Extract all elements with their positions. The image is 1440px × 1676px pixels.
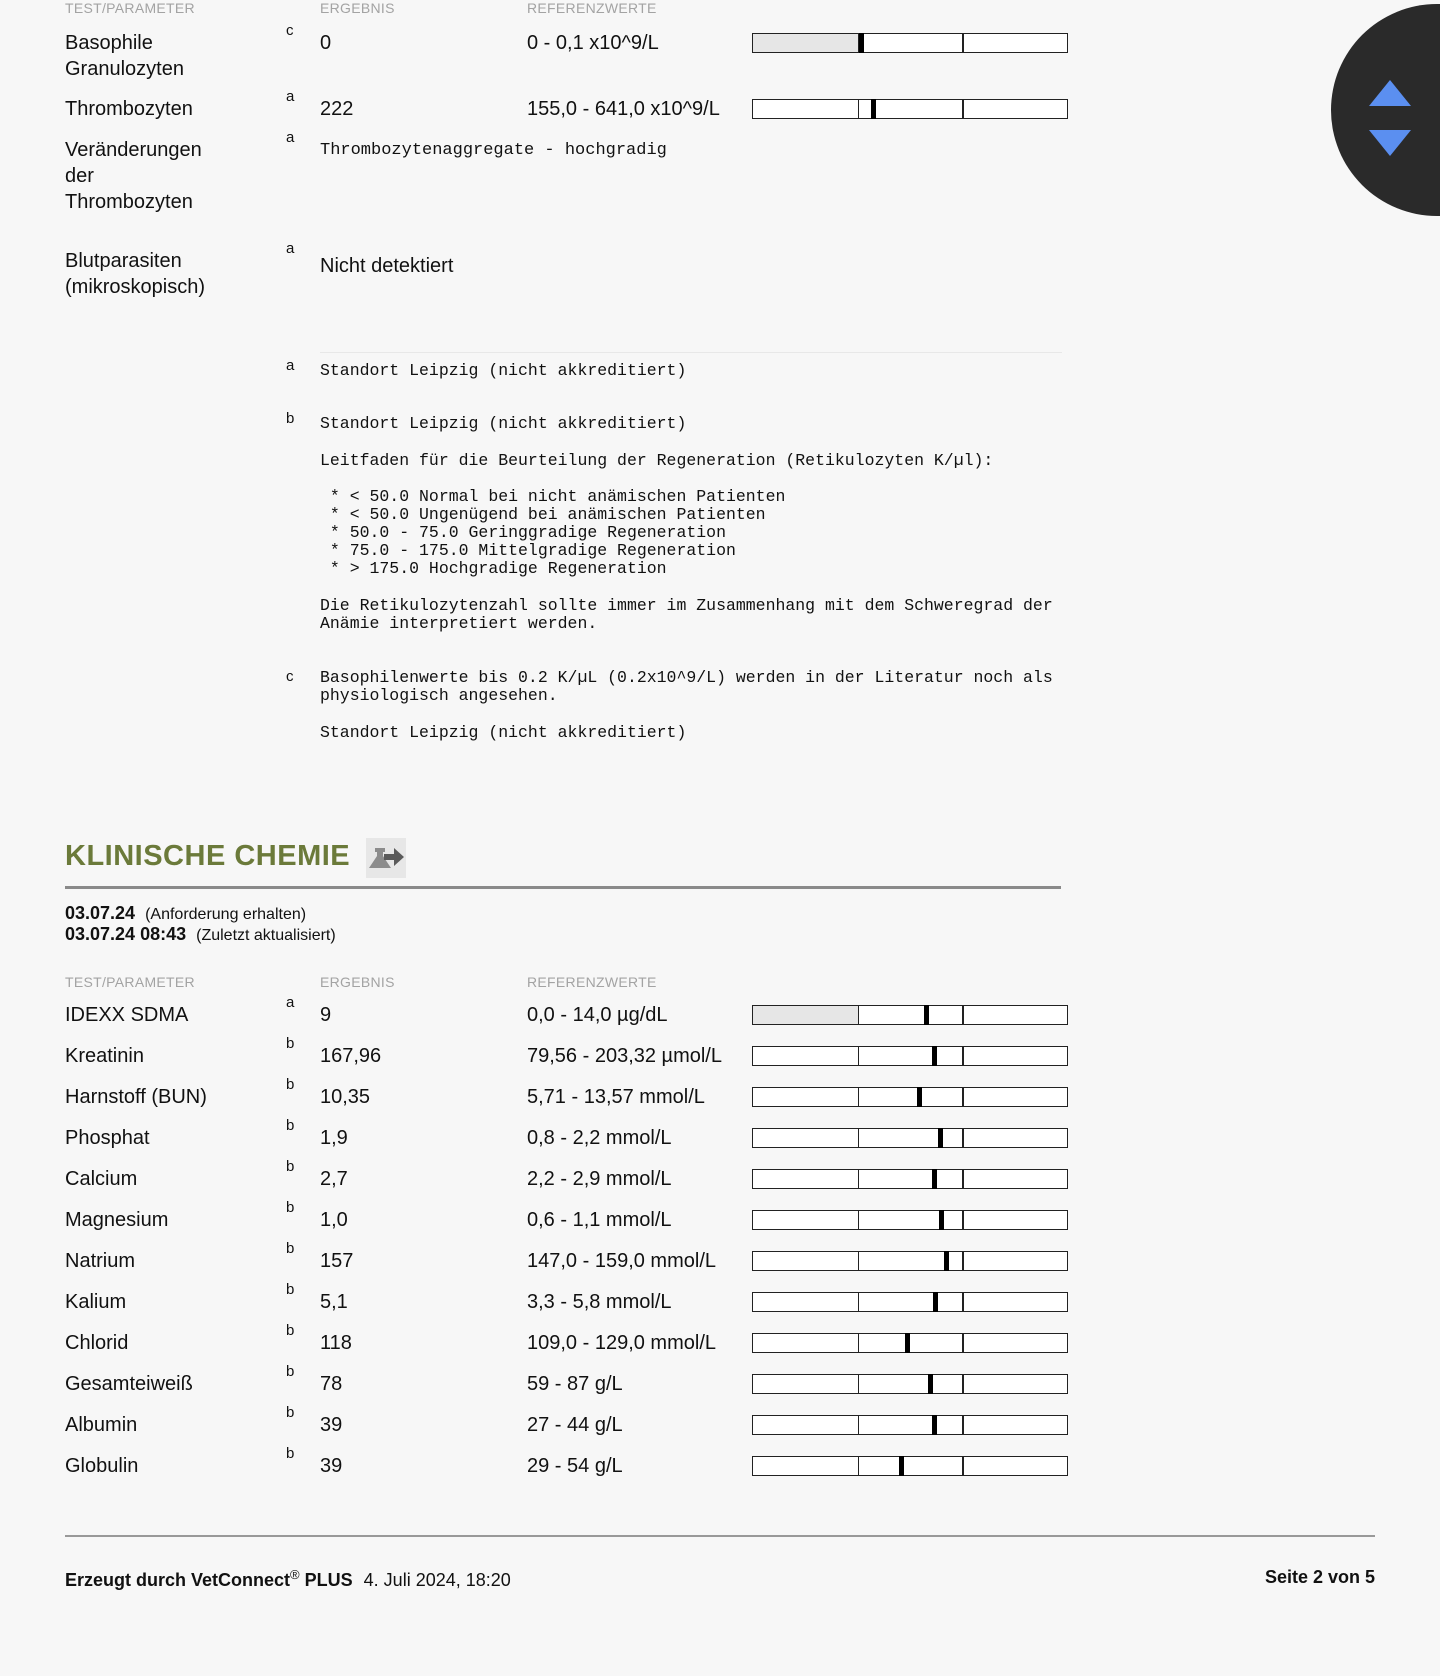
registered-mark: ® xyxy=(290,1567,300,1582)
footnote-marker: a xyxy=(286,240,295,257)
regeneration-interpretation: Die Retikulozytenzahl sollte immer im Zusammenhang mit dem Schweregrad der Anämie interpretiert werden. xyxy=(320,596,1053,633)
parameter-name: Kreatinin xyxy=(65,1045,144,1067)
footnote-marker: b xyxy=(286,1240,295,1257)
scroll-control xyxy=(1331,4,1440,216)
triangle-down-icon[interactable] xyxy=(1369,130,1411,156)
parameter-name: Globulin xyxy=(65,1455,139,1477)
range-bar xyxy=(752,1005,1068,1025)
reference-range: 2,2 - 2,9 mmol/L xyxy=(527,1168,672,1190)
footnote-marker: b xyxy=(286,1322,295,1339)
range-bar xyxy=(752,1333,1068,1353)
footnote-marker: a xyxy=(286,357,295,374)
footnote-marker: a xyxy=(286,88,295,105)
regeneration-guide-title: Leitfaden für die Beurteilung der Regeneration (Retikulozyten K/µl): xyxy=(320,451,994,470)
footnote-marker: c xyxy=(286,668,294,685)
page-number: Seite 2 von 5 xyxy=(1264,1567,1375,1587)
footnote-marker: b xyxy=(286,1199,295,1216)
reference-range: 155,0 - 641,0 x10^9/L xyxy=(527,98,720,120)
footnote-c-text: Basophilenwerte bis 0.2 K/µL (0.2x10^9/L) werden in der Literatur noch als physiologisch angesehen. xyxy=(320,668,1053,705)
column-header-reference: REFERENZWERTE xyxy=(527,0,657,16)
footnote-marker: b xyxy=(286,1281,295,1298)
footnote-marker: b xyxy=(286,1117,295,1134)
column-header-test: TEST/PARAMETER xyxy=(65,974,195,990)
reference-range: 27 - 44 g/L xyxy=(527,1414,623,1436)
column-header-result: ERGEBNIS xyxy=(320,974,395,990)
parameter-name: Kalium xyxy=(65,1291,127,1313)
footnote-c-site: Standort Leipzig (nicht akkreditiert) xyxy=(320,723,687,742)
column-header-result: ERGEBNIS xyxy=(320,0,395,16)
received-label: (Anforderung erhalten) xyxy=(145,906,307,923)
regeneration-guide-line: * < 50.0 Ungenügend bei anämischen Patienten xyxy=(320,505,766,524)
result-value: 9 xyxy=(320,1004,332,1026)
range-marker xyxy=(924,1005,929,1025)
regeneration-guide-line: * 50.0 - 75.0 Geringgradige Regeneration xyxy=(320,523,726,542)
footnote-marker: b xyxy=(286,410,295,427)
parameter-name: Natrium xyxy=(65,1250,136,1272)
result-value: 39 xyxy=(320,1455,343,1477)
footer-divider xyxy=(65,1535,1375,1537)
footnote-a-text: Standort Leipzig (nicht akkreditiert) xyxy=(320,361,687,380)
range-bar xyxy=(752,99,1068,119)
reference-range: 147,0 - 159,0 mmol/L xyxy=(527,1250,716,1272)
reference-range: 5,71 - 13,57 mmol/L xyxy=(527,1086,705,1108)
result-value: 118 xyxy=(320,1332,352,1354)
regeneration-guide-line: * > 175.0 Hochgradige Regeneration xyxy=(320,559,667,578)
generated-by: Erzeugt durch VetConnect xyxy=(65,1570,291,1590)
reference-range: 29 - 54 g/L xyxy=(527,1455,623,1477)
footnote-marker: a xyxy=(286,129,295,146)
range-marker xyxy=(944,1251,949,1271)
parameter-name: Chlorid xyxy=(65,1332,129,1354)
footnote-b-text: Standort Leipzig (nicht akkreditiert) xyxy=(320,414,687,433)
result-value: 2,7 xyxy=(320,1168,348,1190)
result-value: Thrombozytenaggregate - hochgradig xyxy=(320,141,667,160)
footnote-marker: b xyxy=(286,1363,295,1380)
range-bar xyxy=(752,1128,1068,1148)
range-marker xyxy=(939,1210,944,1230)
range-marker xyxy=(917,1087,922,1107)
result-value: 78 xyxy=(320,1373,343,1395)
regeneration-guide-line: * < 50.0 Normal bei nicht anämischen Patienten xyxy=(320,487,786,506)
parameter-name: Basophile Granulozyten xyxy=(65,32,184,80)
updated-label: (Zuletzt aktualisiert) xyxy=(196,927,336,944)
result-value: 0 xyxy=(320,32,332,54)
parameter-name: Thrombozyten xyxy=(65,98,193,120)
reference-range: 59 - 87 g/L xyxy=(527,1373,623,1395)
footnote-marker: b xyxy=(286,1076,295,1093)
result-value: 157 xyxy=(320,1250,354,1272)
result-value: 1,9 xyxy=(320,1127,348,1149)
reference-range: 0,6 - 1,1 mmol/L xyxy=(527,1209,672,1231)
parameter-name: Gesamteiweiß xyxy=(65,1373,193,1395)
result-value: 39 xyxy=(320,1414,343,1436)
footer-timestamp: 4. Juli 2024, 18:20 xyxy=(363,1570,511,1590)
result-value: 10,35 xyxy=(320,1086,371,1108)
divider xyxy=(320,352,1062,353)
range-bar xyxy=(752,1292,1068,1312)
updated-dateline xyxy=(65,924,336,945)
footnote-marker: b xyxy=(286,1158,295,1175)
parameter-name: Magnesium xyxy=(65,1209,169,1231)
received-dateline xyxy=(65,903,306,924)
triangle-up-icon[interactable] xyxy=(1369,80,1411,106)
parameter-name: Calcium xyxy=(65,1168,138,1190)
updated-date: 03.07.24 08:43 xyxy=(65,924,187,944)
section-title: KLINISCHE CHEMIE xyxy=(65,840,351,872)
parameter-name: Harnstoff (BUN) xyxy=(65,1086,207,1108)
range-marker xyxy=(933,1292,938,1312)
range-bar xyxy=(752,1456,1068,1476)
parameter-name: Blutparasiten (mikroskopisch) xyxy=(65,250,206,298)
range-bar xyxy=(752,1046,1068,1066)
footnote-marker: a xyxy=(286,994,295,1011)
range-marker xyxy=(899,1456,904,1476)
regeneration-guide-line: * 75.0 - 175.0 Mittelgradige Regeneration xyxy=(320,541,736,560)
range-bar xyxy=(752,1210,1068,1230)
result-value: 222 xyxy=(320,98,354,120)
reference-range: 0,0 - 14,0 µg/dL xyxy=(527,1004,668,1026)
section-divider xyxy=(65,886,1061,889)
range-marker xyxy=(932,1046,937,1066)
range-bar xyxy=(752,33,1068,53)
footnote-marker: c xyxy=(286,22,294,39)
parameter-name: Veränderungen der Thrombozyten xyxy=(65,139,202,213)
reference-range: 0 - 0,1 x10^9/L xyxy=(527,32,659,54)
footnote-marker: b xyxy=(286,1035,295,1052)
reference-range: 3,3 - 5,8 mmol/L xyxy=(527,1291,672,1313)
range-marker xyxy=(928,1374,933,1394)
footnote-marker: b xyxy=(286,1404,295,1421)
column-header-reference: REFERENZWERTE xyxy=(527,974,657,990)
result-value: 1,0 xyxy=(320,1209,348,1231)
result-value: Nicht detektiert xyxy=(320,255,454,277)
column-header-test: TEST/PARAMETER xyxy=(65,0,195,16)
flask-arrow-icon xyxy=(366,838,406,878)
range-marker xyxy=(932,1169,937,1189)
reference-range: 109,0 - 129,0 mmol/L xyxy=(527,1332,716,1354)
range-marker xyxy=(905,1333,910,1353)
reference-range: 79,56 - 203,32 µmol/L xyxy=(527,1045,722,1067)
reference-range: 0,8 - 2,2 mmol/L xyxy=(527,1127,672,1149)
range-marker xyxy=(859,33,864,53)
product-plus: PLUS xyxy=(304,1570,353,1590)
range-marker xyxy=(932,1415,937,1435)
result-value: 167,96 xyxy=(320,1045,382,1067)
range-marker xyxy=(938,1128,943,1148)
footer-generated xyxy=(65,1567,511,1591)
result-value: 5,1 xyxy=(320,1291,348,1313)
parameter-name: Phosphat xyxy=(65,1127,150,1149)
range-bar xyxy=(752,1251,1068,1271)
range-bar xyxy=(752,1374,1068,1394)
range-marker xyxy=(871,99,876,119)
range-bar xyxy=(752,1169,1068,1189)
parameter-name: IDEXX SDMA xyxy=(65,1004,189,1026)
received-date: 03.07.24 xyxy=(65,903,136,923)
range-bar xyxy=(752,1087,1068,1107)
range-bar xyxy=(752,1415,1068,1435)
footnote-marker: b xyxy=(286,1445,295,1462)
parameter-name: Albumin xyxy=(65,1414,138,1436)
